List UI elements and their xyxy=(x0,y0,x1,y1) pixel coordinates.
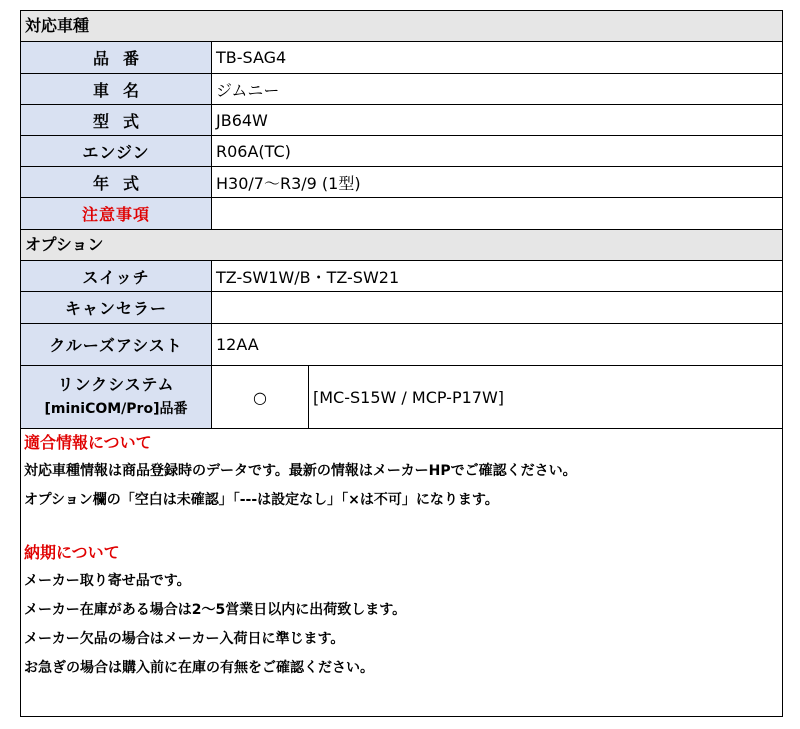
part-number-label: 品番 xyxy=(21,42,212,73)
row-link-system xyxy=(21,366,782,429)
row-part-number xyxy=(21,42,782,74)
link-system-mark: ○ xyxy=(212,366,309,428)
options-section-header xyxy=(21,230,782,261)
delivery-line: お急ぎの場合は購入前に在庫の有無をご確認ください。 xyxy=(24,660,374,676)
link-system-label-sub: [miniCOM/Pro]品番 xyxy=(44,401,188,417)
model-year-label: 年式 xyxy=(21,167,212,197)
model-code-value: JB64W xyxy=(216,110,268,130)
car-name-label: 車名 xyxy=(21,74,212,104)
row-caution xyxy=(21,198,782,230)
delivery-line: メーカー在庫がある場合は2〜5営業日以内に出荷致します。 xyxy=(24,602,407,618)
car-name-value: ジムニー xyxy=(216,80,280,100)
vehicle-section-header xyxy=(21,11,782,42)
row-car-name xyxy=(21,74,782,105)
canceller-label: キャンセラー xyxy=(21,292,212,323)
fit-info-line: 対応車種情報は商品登録時のデータです。最新の情報はメーカーHPでご確認ください。 xyxy=(24,463,577,479)
row-switch xyxy=(21,261,782,292)
delivery-line: メーカー取り寄せ品です。 xyxy=(24,573,191,589)
link-system-label-main: リンクシステム xyxy=(57,375,175,394)
caution-label: 注意事項 xyxy=(21,198,212,229)
link-system-label xyxy=(21,366,212,428)
notes-section xyxy=(21,429,782,683)
row-cruise-assist xyxy=(21,324,782,366)
row-canceller xyxy=(21,292,782,324)
vehicle-section-title: 対応車種 xyxy=(25,16,90,35)
switch-value: TZ-SW1W/B・TZ-SW21 xyxy=(216,267,400,287)
cruise-assist-value: 12AA xyxy=(216,335,259,354)
fit-info-heading: 適合情報について xyxy=(24,433,152,452)
engine-value: R06A(TC) xyxy=(216,141,291,161)
switch-label: スイッチ xyxy=(21,261,212,291)
compatibility-table xyxy=(20,10,783,717)
delivery-line: メーカー欠品の場合はメーカー入荷日に準じます。 xyxy=(24,631,345,647)
link-system-models: [MC-S15W / MCP-P17W] xyxy=(313,387,505,407)
row-model-year xyxy=(21,167,782,198)
canceller-value xyxy=(216,292,782,323)
part-number-value: TB-SAG4 xyxy=(216,48,287,67)
fit-info-line: オプション欄の「空白は未確認」「---は設定なし」「×は不可」になります。 xyxy=(24,492,499,508)
notes-spacer xyxy=(24,515,782,539)
model-year-value: H30/7〜R3/9 (1型) xyxy=(216,173,361,193)
delivery-heading: 納期について xyxy=(24,543,120,562)
options-section-title: オプション xyxy=(25,235,104,254)
row-engine xyxy=(21,136,782,167)
engine-label: エンジン xyxy=(21,136,212,166)
caution-value xyxy=(216,198,782,229)
model-code-label: 型式 xyxy=(21,105,212,135)
cruise-assist-label: クルーズアシスト xyxy=(21,324,212,365)
row-model-code xyxy=(21,105,782,136)
